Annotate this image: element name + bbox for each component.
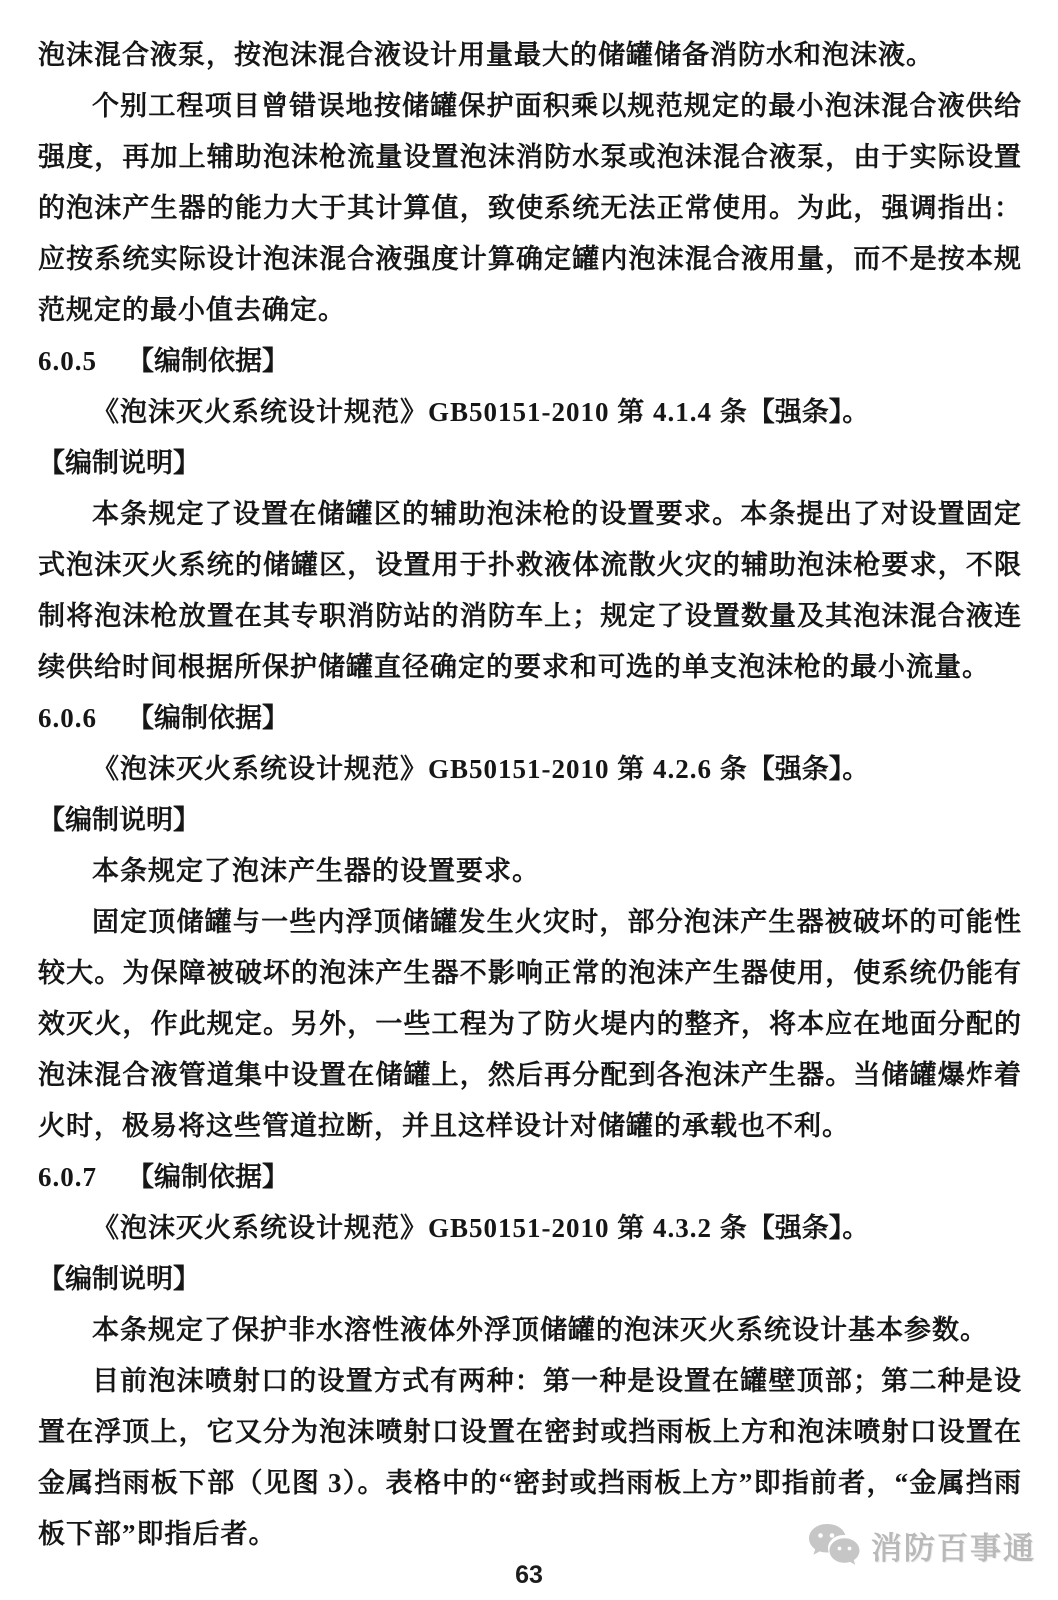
reference-period: 。 — [842, 1213, 871, 1243]
watermark-label: 消防百事通 — [871, 1530, 1036, 1566]
section-number: 6.0.6 — [38, 703, 97, 733]
reference-text: 《泡沫灭火系统设计规范》GB50151-2010 第 4.3.2 条 — [92, 1213, 748, 1243]
paragraph: 本条规定了设置在储罐区的辅助泡沫枪的设置要求。本条提出了对设置固定式泡沫灭火系统的储罐区，设置用于扑救液体流散火灾的辅助泡沫枪要求，不限制将泡沫枪放置在其专职消防站的消防车上；规定了设置数量及其泡沫混合液连续供给时间根据所保护储罐直径确定的要求和可选的单支泡沫枪的最小流量。 — [38, 499, 1022, 682]
paragraph-intro: 个别工程项目曾错误地按储罐保护面积乘以规范规定的最小泡沫混合液供给强度，再加上辅助泡沫枪流量设置泡沫消防水泵或泡沫混合液泵，由于实际设置的泡沫产生器的能力大于其计算值，致使系统无法正常使用。为此，强调指出：应按系统实际设计泡沫混合液强度计算确定罐内泡沫混合液用量，而不是按本规范规定的最小值去确定。 — [38, 91, 1022, 325]
paragraph: 固定顶储罐与一些内浮顶储罐发生火灾时，部分泡沫产生器被破坏的可能性较大。为保障被破坏的泡沫产生器不影响正常的泡沫产生器使用，使系统仍能有效灭火，作此规定。另外，一些工程为了防火堤内的整齐，将本应在地面分配的泡沫混合液管道集中设置在储罐上，然后再分配到各泡沫产生器。当储罐爆炸着火时，极易将这些管道拉断，并且这样设计对储罐的承载也不利。 — [38, 907, 1022, 1141]
note-heading: 【编制说明】 — [38, 448, 200, 478]
reference-period: 。 — [842, 397, 871, 427]
reference-line — [38, 387, 1022, 438]
reference-text: 《泡沫灭火系统设计规范》GB50151-2010 第 4.2.6 条 — [92, 754, 748, 784]
section-heading-6-0-6 — [38, 693, 1022, 744]
paragraph: 本条规定了泡沫产生器的设置要求。 — [92, 856, 540, 886]
section-number: 6.0.7 — [38, 1162, 97, 1192]
basis-heading-label: 【编制依据】 — [127, 1162, 289, 1192]
basis-heading-label: 【编制依据】 — [127, 703, 289, 733]
note-heading: 【编制说明】 — [38, 805, 200, 835]
section-heading-6-0-5 — [38, 336, 1022, 387]
section-number: 6.0.5 — [38, 346, 97, 376]
page-number: 63 — [515, 1561, 543, 1589]
paragraph: 本条规定了保护非水溶性液体外浮顶储罐的泡沫灭火系统设计基本参数。 — [92, 1315, 988, 1345]
basis-heading-label: 【编制依据】 — [127, 346, 289, 376]
section-heading-6-0-7 — [38, 1152, 1022, 1203]
reference-line — [38, 744, 1022, 795]
paragraph: 目前泡沫喷射口的设置方式有两种：第一种是设置在罐壁顶部；第二种是设置在浮顶上，它又分为泡沫喷射口设置在密封或挡雨板上方和泡沫喷射口设置在金属挡雨板下部（见图 3）。表格中的“密封或挡雨板上方”即指前者，“金属挡雨板下部”即指后者。 — [38, 1366, 1022, 1549]
mandatory-clause-tag: 【强条】 — [747, 1213, 843, 1243]
mandatory-clause-tag: 【强条】 — [747, 397, 843, 427]
mandatory-clause-tag: 【强条】 — [747, 754, 843, 784]
note-heading: 【编制说明】 — [38, 1264, 200, 1294]
chat-bubbles-icon — [807, 1522, 863, 1568]
reference-period: 。 — [842, 754, 871, 784]
reference-line — [38, 1203, 1022, 1254]
watermark — [807, 1522, 1036, 1568]
paragraph-carryover: 泡沫混合液泵，按泡沫混合液设计用量最大的储罐储备消防水和泡沫液。 — [38, 40, 934, 70]
reference-text: 《泡沫灭火系统设计规范》GB50151-2010 第 4.1.4 条 — [92, 397, 748, 427]
